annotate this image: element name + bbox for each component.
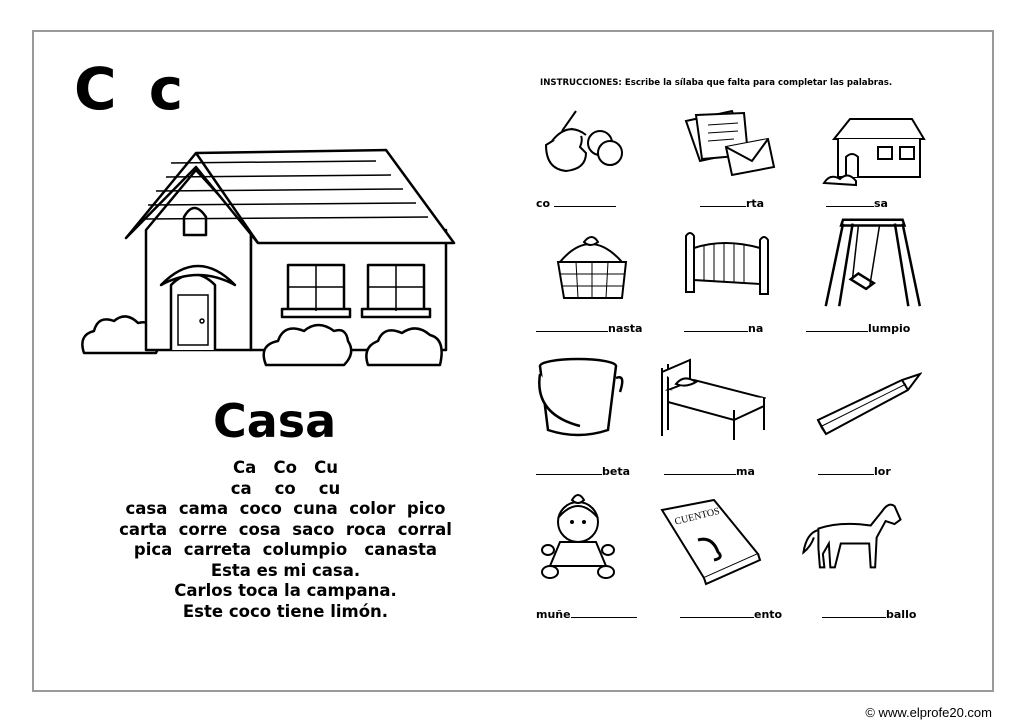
blank-canasta[interactable] xyxy=(536,321,642,336)
letters-picture xyxy=(672,105,784,201)
blank-carta[interactable] xyxy=(700,196,764,211)
letter-heading: C c xyxy=(74,55,190,123)
blank-line[interactable] xyxy=(822,607,886,618)
doll-picture xyxy=(532,492,644,588)
blank-line[interactable] xyxy=(536,464,602,475)
blank-line[interactable] xyxy=(664,464,736,475)
sentence-1: Esta es mi casa. xyxy=(210,560,361,580)
suffix: lor xyxy=(874,465,891,478)
bed-picture xyxy=(654,350,766,446)
suffix: rta xyxy=(746,197,765,210)
book-title: CUENTOS xyxy=(673,505,721,528)
copyright: © www.elprofe20.com xyxy=(865,705,992,720)
blank-caballo[interactable] xyxy=(822,607,916,622)
coconut-drink-picture xyxy=(532,105,644,201)
blank-cubeta[interactable] xyxy=(536,464,630,479)
blank-casa[interactable] xyxy=(826,196,888,211)
suffix: nasta xyxy=(608,322,643,335)
prefix: co xyxy=(536,197,551,210)
word-list-3: pica carreta columpio canasta xyxy=(133,540,438,559)
suffix: ento xyxy=(754,608,783,621)
syllables-lowercase: ca co cu xyxy=(230,478,341,498)
syllables-uppercase: Ca Co Cu xyxy=(232,458,338,477)
blank-line[interactable] xyxy=(818,464,874,475)
suffix: ballo xyxy=(886,608,917,621)
word-list-2: carta corre cosa saco roca corral xyxy=(119,519,452,539)
blank-line[interactable] xyxy=(571,607,637,618)
reading-lines xyxy=(88,458,483,622)
storybook-picture xyxy=(654,496,766,592)
blank-coco[interactable] xyxy=(536,196,616,211)
suffix: sa xyxy=(874,197,888,210)
blank-line[interactable] xyxy=(806,321,868,332)
suffix: ma xyxy=(736,465,755,478)
pencil-picture xyxy=(810,360,922,456)
blank-cuento[interactable] xyxy=(680,607,782,622)
sentence-2: Carlos toca la campana. xyxy=(174,581,397,600)
blank-muneca[interactable] xyxy=(536,607,637,622)
crib-picture xyxy=(672,222,784,318)
bucket-picture xyxy=(530,350,642,446)
horse-picture xyxy=(796,488,908,584)
blank-line[interactable] xyxy=(680,607,754,618)
basket-picture xyxy=(536,222,648,318)
small-house-picture xyxy=(820,105,932,201)
prefix: muñe xyxy=(536,608,571,621)
blank-line[interactable] xyxy=(554,196,616,207)
suffix: lumpio xyxy=(868,322,911,335)
sentence-3: Este coco tiene limón. xyxy=(182,601,389,621)
blank-cuna[interactable] xyxy=(684,321,763,336)
suffix: beta xyxy=(602,465,631,478)
word-list-1: casa cama coco cuna color pico xyxy=(125,499,446,518)
instructions: INSTRUCCIONES: Escribe la sílaba que falta para completar las palabras. xyxy=(540,78,893,88)
house-illustration xyxy=(76,145,456,370)
swing-picture xyxy=(812,214,924,310)
blank-cama[interactable] xyxy=(664,464,755,479)
blank-line[interactable] xyxy=(700,196,746,207)
featured-word: Casa xyxy=(213,394,337,448)
blank-columpio[interactable] xyxy=(806,321,910,336)
blank-line[interactable] xyxy=(826,196,874,207)
blank-line[interactable] xyxy=(536,321,608,332)
suffix: na xyxy=(748,322,764,335)
blank-line[interactable] xyxy=(684,321,748,332)
blank-color[interactable] xyxy=(818,464,891,479)
